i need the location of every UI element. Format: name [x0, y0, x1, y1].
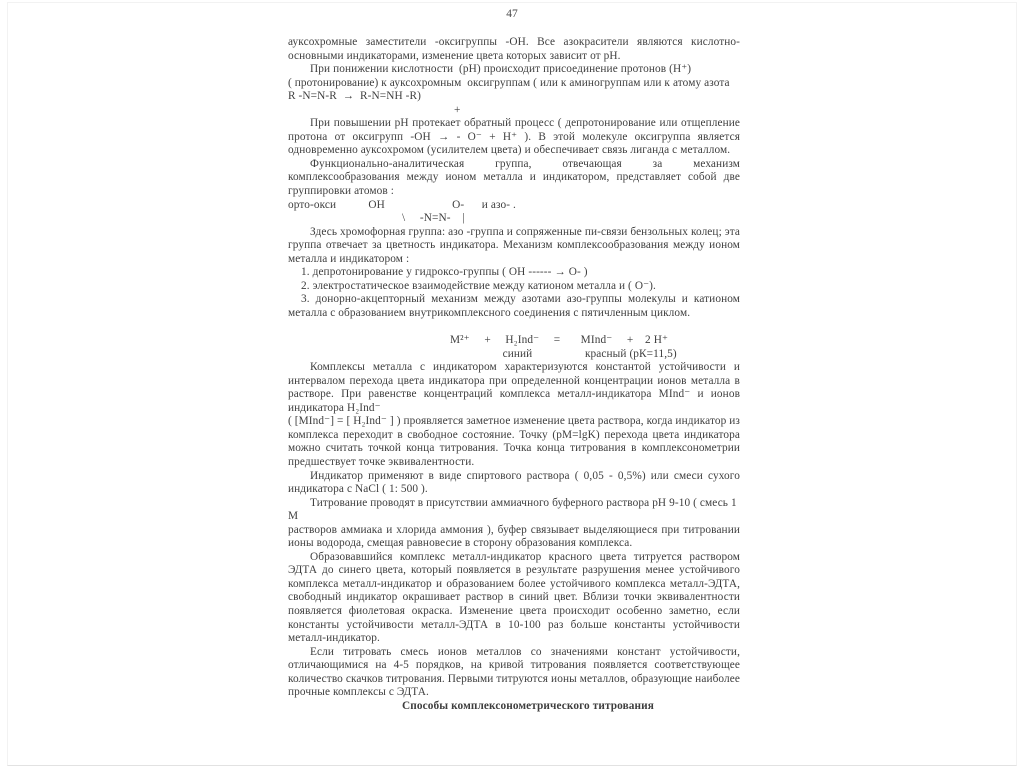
paragraph-titration-buffer-rest: растворов аммиака и хлорида аммония ), буфер связывает выделяющиеся при титровании ионы водорода, смещая равновесие в сторону образования комплекса. [288, 523, 740, 550]
spacer [288, 320, 740, 334]
section-heading: Способы комплексонометрического титрования [402, 699, 654, 712]
list-item-1: 1. депротонирование у гидроксо-группы ( ОН ------ → О- ) [301, 266, 588, 279]
azo-group-structure-line: \ -N=N- | [288, 212, 465, 225]
chemical-equation-line: M²⁺ + H₂Ind⁻ = MInd⁻ + 2 Н⁺ [450, 334, 669, 347]
paragraph-chromophore: Здесь хромофорная группа: азо -группа и сопряженные пи-связи бензольных колец; эта группа отвечает за цветность индикатора. Механизм комплексообразования между ионом металла и индикатором : [288, 225, 740, 265]
equation-color-labels: синий красный (рК=11,5) [450, 347, 677, 360]
paragraph-functional-group: Функционально-аналитическая группа, отвечающая за механизм комплексообразования между ионом металла и индикатором, представляет собой две группировки атомов : [288, 157, 740, 198]
paragraph-indicator-solution: Индикатор применяют в виде спиртового раствора ( 0,05 - 0,5%) или смеси сухого индикатора с NaCl ( 1: 500 ). [288, 469, 740, 496]
paragraph-auxochrome: ауксохромные заместители -оксигруппы -ОН. Все азокрасители являются кислотно-основными индикаторами, изменение цвета которых зависит от рН. [288, 36, 740, 62]
paragraph-deprotonation: При повышении рН протекает обратный процесс ( депротонирование или отщепление протона от оксигрупп -ОН → - О⁻ + Н⁺ ). В этой молекуле оксигруппа является одновременно ауксохромом (усилителем цвета) и обеспечивает связь лиганда с металлом. [288, 117, 740, 157]
line-protonation-2: ( протонирование) к ауксохромным оксигруппам ( или к аминогруппам или к атому азота [288, 76, 730, 89]
paragraph-mind-equality: ( [MInd⁻] = [ H₂Ind⁻ ] ) проявляется заметное изменение цвета раствора, когда индикатор из комплекса переходит в свободное состояние. Точку (pM=lgK) перехода цвета индикатора можно считать точкой конца титрования. Точка конца титрования в комплексонометрии предшествует точке эквивалентности. [288, 415, 740, 468]
paragraph-titration-buffer-line2: М [288, 510, 299, 523]
line-protonation-1: При понижении кислотности (рН) происходит присоединение протонов (Н⁺) [310, 63, 692, 76]
paragraph-edta-complex: Образовавшийся комплекс металл-индикатор красного цвета титруется раствором ЭДТА до синего цвета, который появляется в результате разрушения менее устойчивого комплекса металл-индикатор и образованием более устойчивого комплекса металл-ЭДТА, свободный индикатор окрашивает раствор в синий цвет. Вблизи точки эквивалентности появляется фиолетовая окраска. Изменение цвета происходит особенно заметно, если константы устойчивости металл-ЭДТА в 10-100 раз больше константы устойчивости металл-индикатор. [288, 550, 740, 645]
page-number: 47 [506, 8, 518, 20]
plus-sign: + [454, 103, 461, 116]
list-item-2: 2. электростатическое взаимодействие между катионом металла и ( О⁻). [301, 279, 656, 292]
paragraph-titration-buffer-line1: Титрование проводят в присутствии аммиачного буферного раствора рН 9-10 ( смесь 1 [310, 496, 737, 509]
paragraph-metal-mixture: Если титровать смесь ионов металлов со значениями констант устойчивости, отличающимися на 4-5 порядков, на кривой титрования появляется соответствующее количество скачков титрования. Первыми титруются ионы металлов, образующие наиболее прочные комплексы с ЭДТА. [288, 645, 740, 699]
page-content [288, 36, 740, 713]
paragraph-complex-stability: Комплексы металла с индикатором характеризуются константой устойчивости и интервалом перехода цвета индикатора при определенной концентрации ионов металла в растворе. При равенстве концентраций комплекса металл-индикатора MInd⁻ и ионов индикатора H₂Ind⁻ [288, 361, 740, 414]
list-item-3: 3. донорно-акцепторный механизм между азотами азо-группы молекулы и катионом металла с образованием внутрикомплексного соединения с пятичленным циклом. [288, 293, 740, 319]
azo-reaction-formula: R -N=N-R → R-N=NH -R) [288, 90, 422, 103]
ortho-oxy-groups-line: орто-окси ОН О- и азо- . [288, 198, 516, 211]
